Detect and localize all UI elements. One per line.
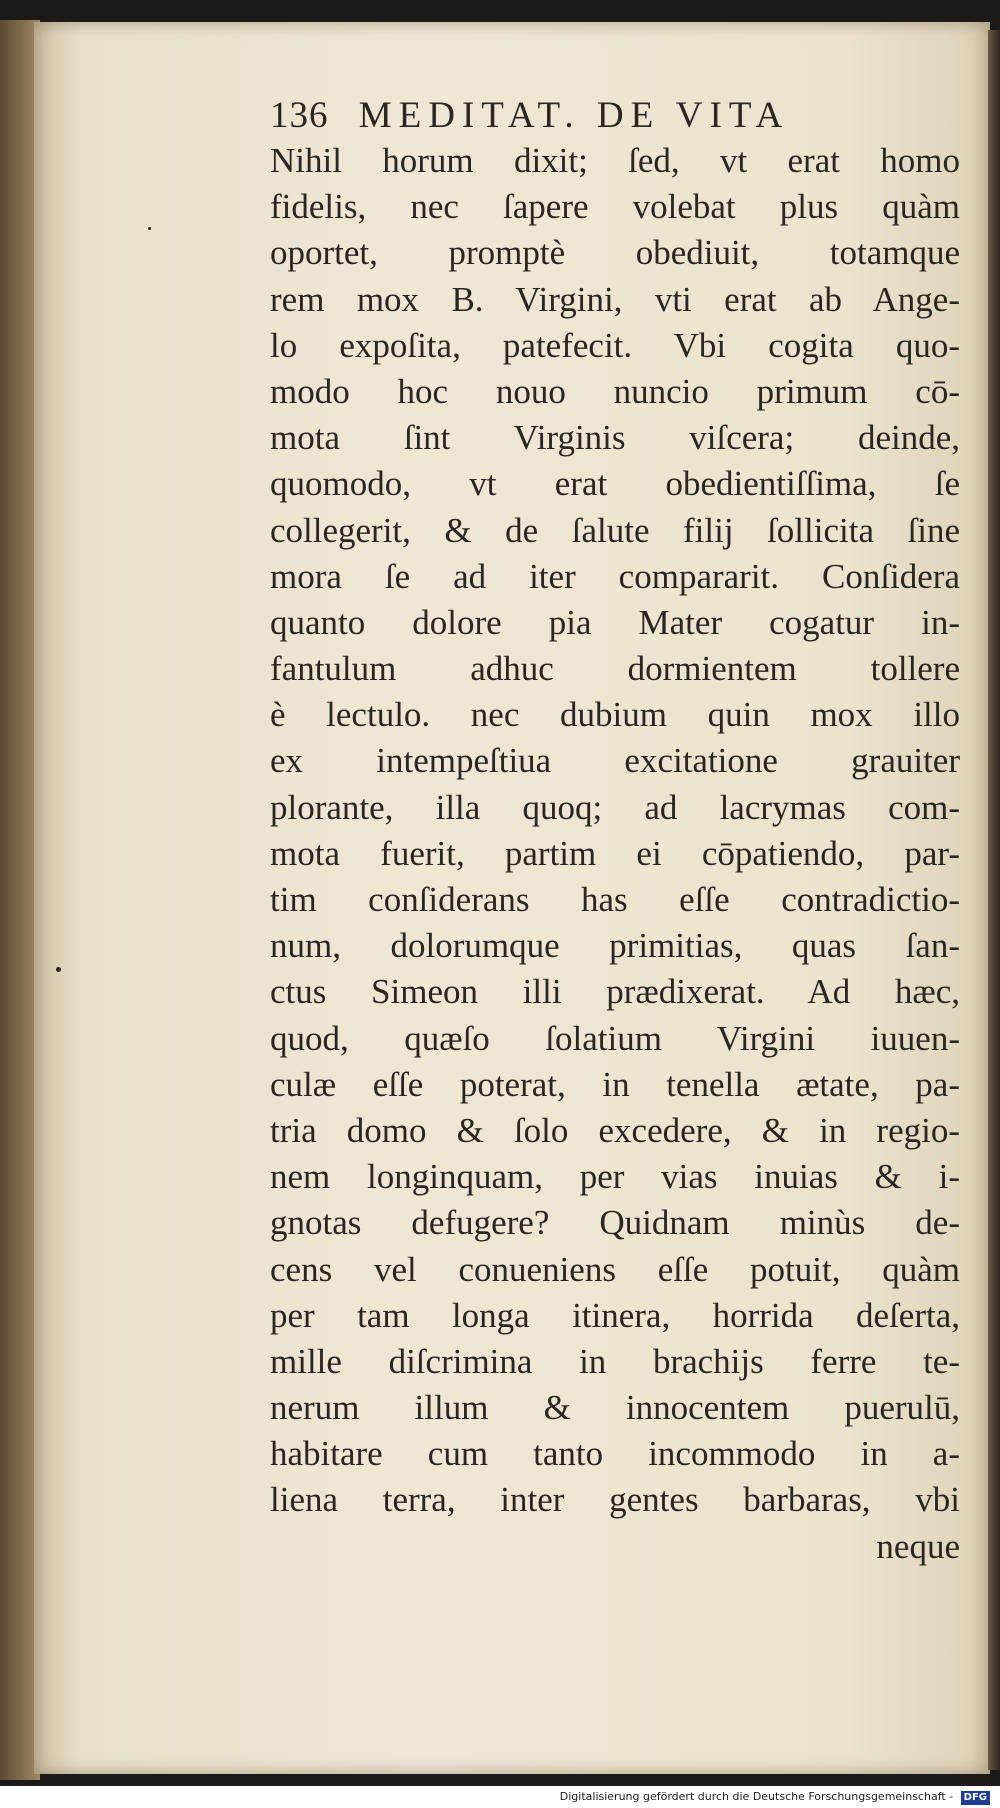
text-line: modo hoc nouo nuncio primum cō- (270, 371, 960, 411)
text-line: plorante, illa quoq; ad lacrymas com- (270, 787, 960, 827)
text-line: cens vel conueniens eſſe potuit, quàm (270, 1249, 960, 1289)
digitization-footer (0, 1786, 1000, 1808)
page-right-edge (988, 30, 1000, 1770)
text-line: fidelis, nec ſapere volebat plus quàm (270, 187, 960, 227)
body-text (270, 138, 960, 1524)
dfg-logo: DFG (961, 1791, 990, 1805)
text-line: è lectulo. nec dubium quin mox illo (270, 695, 960, 735)
text-line: ctus Simeon illi prædixerat. Ad hæc, (270, 972, 960, 1012)
text-line: num, dolorumque primitias, quas ſan- (270, 926, 960, 966)
paper-speck (56, 967, 61, 972)
running-title: MEDITAT. DE VITA (358, 95, 790, 136)
text-line: rem mox B. Virgini, vti erat ab Ange- (270, 279, 960, 319)
paper-speck (148, 227, 151, 230)
text-line: per tam longa itinera, horrida deſerta, (270, 1295, 960, 1335)
text-line: culæ eſſe poterat, in tenella ætate, pa- (270, 1064, 960, 1104)
text-line: mora ſe ad iter compararit. Conſidera (270, 556, 960, 596)
page-number: 136 (270, 95, 329, 136)
text-line: ex intempeſtiua excitatione grauiter (270, 741, 960, 781)
text-line: quanto dolore pia Mater cogatur in- (270, 602, 960, 642)
text-line: mota ſint Virginis viſcera; deinde, (270, 418, 960, 458)
text-line: tria domo & ſolo excedere, & in regio- (270, 1110, 960, 1150)
text-line: mille diſcrimina in brachijs ferre te- (270, 1341, 960, 1381)
running-header (270, 88, 960, 138)
funding-credit: Digitalisierung gefördert durch die Deutsche Forschungsgemeinschaft - (559, 1790, 954, 1803)
text-line: nem longinquam, per vias inuias & i- (270, 1157, 960, 1197)
text-line: oportet, promptè obediuit, totamque (270, 233, 960, 273)
text-line: gnotas defugere? Quidnam minùs de- (270, 1203, 960, 1243)
text-line: collegerit, & de ſalute filij ſollicita ſine (270, 510, 960, 550)
text-line: quod, quæſo ſolatium Virgini iuuen- (270, 1018, 960, 1058)
text-line: tim conſiderans has eſſe contradictio- (270, 880, 960, 919)
text-line: lo expoſita, patefecit. Vbi cogita quo- (270, 325, 960, 365)
page-text (270, 88, 960, 1570)
text-line: quomodo, vt erat obedientiſſima, ſe (270, 464, 960, 504)
text-line: fantulum adhuc dormientem tollere (270, 649, 960, 689)
text-line: habitare cum tanto incommodo in a- (270, 1434, 960, 1474)
catchword: neque (876, 1526, 960, 1566)
text-line: mota fuerit, partim ei cōpatiendo, par- (270, 833, 960, 873)
text-line: Nihil horum dixit; ſed, vt erat homo (270, 141, 960, 180)
text-line: liena terra, inter gentes barbaras, vbi (270, 1480, 960, 1520)
text-line: nerum illum & innocentem puerulū, (270, 1388, 960, 1428)
